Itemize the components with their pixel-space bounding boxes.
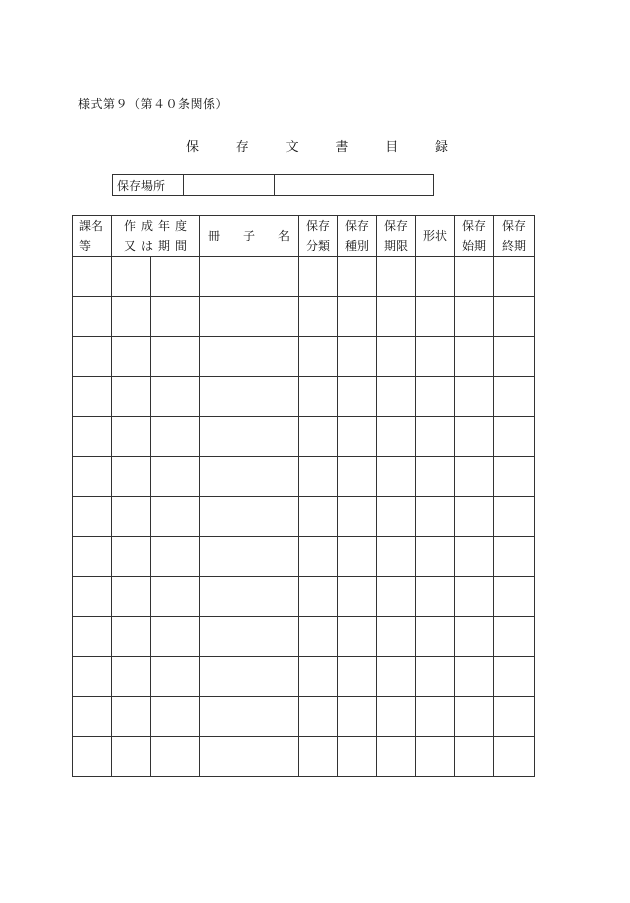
register-body <box>73 257 535 777</box>
cell-booklet-name[interactable] <box>200 257 299 297</box>
cell-form[interactable] <box>416 617 455 657</box>
cell-division[interactable] <box>73 537 112 577</box>
cell-retention-class[interactable] <box>299 297 338 337</box>
cell-retention-start[interactable] <box>455 297 494 337</box>
cell-retention-start[interactable] <box>455 457 494 497</box>
cell-retention-class[interactable] <box>299 497 338 537</box>
cell-period-b[interactable] <box>151 457 200 497</box>
cell-period-a[interactable] <box>112 497 151 537</box>
cell-period-b[interactable] <box>151 257 200 297</box>
cell-booklet-name[interactable] <box>200 377 299 417</box>
table-row <box>73 297 535 337</box>
table-row <box>73 537 535 577</box>
header-retention-end <box>494 216 535 257</box>
cell-booklet-name[interactable] <box>200 497 299 537</box>
cell-period-a[interactable] <box>112 537 151 577</box>
cell-booklet-name[interactable] <box>200 537 299 577</box>
cell-period-a[interactable] <box>112 577 151 617</box>
cell-period-a[interactable] <box>112 377 151 417</box>
header-period-char: 間 <box>174 239 187 253</box>
cell-retention-term[interactable] <box>377 377 416 417</box>
cell-retention-end[interactable] <box>494 377 535 417</box>
cell-retention-type[interactable] <box>338 657 377 697</box>
cell-period-b[interactable] <box>151 417 200 457</box>
header-retention-start <box>455 216 494 257</box>
cell-retention-start[interactable] <box>455 617 494 657</box>
header-retention-start-line1: 保存 <box>461 219 486 233</box>
table-row <box>73 617 535 657</box>
cell-retention-term[interactable] <box>377 337 416 377</box>
cell-form[interactable] <box>416 537 455 577</box>
cell-period-a[interactable] <box>112 297 151 337</box>
header-period-char: 期 <box>157 239 170 253</box>
header-booklet-char: 名 <box>277 229 290 243</box>
header-booklet-char: 冊 <box>208 229 221 243</box>
cell-retention-type[interactable] <box>338 377 377 417</box>
title-char: 録 <box>434 140 448 155</box>
table-row <box>73 697 535 737</box>
header-retention-term-line1: 保存 <box>383 219 408 233</box>
title-char: 文 <box>285 140 299 155</box>
cell-booklet-name[interactable] <box>200 657 299 697</box>
cell-form[interactable] <box>416 297 455 337</box>
cell-booklet-name[interactable] <box>200 297 299 337</box>
cell-division[interactable] <box>73 577 112 617</box>
cell-form[interactable] <box>416 257 455 297</box>
cell-form[interactable] <box>416 737 455 777</box>
cell-period-a[interactable] <box>112 457 151 497</box>
storage-location-table <box>112 174 434 196</box>
header-period-char: 度 <box>174 219 187 233</box>
cell-period-a[interactable] <box>112 657 151 697</box>
cell-retention-start[interactable] <box>455 537 494 577</box>
cell-retention-class[interactable] <box>299 537 338 577</box>
header-division-line1: 課名 <box>79 219 104 233</box>
table-row <box>73 417 535 457</box>
cell-retention-class[interactable] <box>299 337 338 377</box>
cell-booklet-name[interactable] <box>200 617 299 657</box>
cell-retention-end[interactable] <box>494 457 535 497</box>
cell-retention-term[interactable] <box>377 617 416 657</box>
header-period-char: は <box>140 239 153 253</box>
title-char: 保 <box>186 140 200 155</box>
cell-retention-class[interactable] <box>299 377 338 417</box>
cell-form[interactable] <box>416 657 455 697</box>
cell-retention-end[interactable] <box>494 297 535 337</box>
cell-booklet-name[interactable] <box>200 737 299 777</box>
header-retention-type-line1: 保存 <box>344 219 369 233</box>
cell-retention-type[interactable] <box>338 337 377 377</box>
cell-form[interactable] <box>416 337 455 377</box>
cell-period-b[interactable] <box>151 537 200 577</box>
title-char: 目 <box>385 140 399 155</box>
storage-location-label: 保存場所 <box>113 175 184 196</box>
cell-retention-term[interactable] <box>377 657 416 697</box>
header-period-char: 又 <box>124 239 137 253</box>
cell-retention-type[interactable] <box>338 737 377 777</box>
cell-retention-end[interactable] <box>494 657 535 697</box>
cell-booklet-name[interactable] <box>200 577 299 617</box>
table-row <box>73 657 535 697</box>
table-row <box>73 337 535 377</box>
header-division <box>73 216 112 257</box>
header-period <box>112 216 200 257</box>
cell-period-b[interactable] <box>151 657 200 697</box>
cell-retention-start[interactable] <box>455 257 494 297</box>
cell-division[interactable] <box>73 697 112 737</box>
cell-retention-class[interactable] <box>299 577 338 617</box>
cell-retention-end[interactable] <box>494 537 535 577</box>
cell-retention-end[interactable] <box>494 337 535 377</box>
cell-retention-class[interactable] <box>299 697 338 737</box>
header-form: 形状 <box>416 216 455 257</box>
form-number: 様式第９（第４０条関係） <box>78 97 229 111</box>
header-booklet-char: 子 <box>242 229 255 243</box>
cell-form[interactable] <box>416 497 455 537</box>
header-division-line2: 等 <box>79 239 92 253</box>
cell-booklet-name[interactable] <box>200 697 299 737</box>
cell-retention-class[interactable] <box>299 257 338 297</box>
header-row <box>73 216 535 257</box>
cell-retention-term[interactable] <box>377 697 416 737</box>
cell-retention-start[interactable] <box>455 577 494 617</box>
document-title <box>186 136 448 155</box>
cell-period-b[interactable] <box>151 617 200 657</box>
cell-division[interactable] <box>73 417 112 457</box>
cell-period-b[interactable] <box>151 497 200 537</box>
cell-booklet-name[interactable] <box>200 417 299 457</box>
cell-retention-start[interactable] <box>455 497 494 537</box>
cell-retention-type[interactable] <box>338 577 377 617</box>
header-retention-end-line1: 保存 <box>501 219 526 233</box>
cell-division[interactable] <box>73 257 112 297</box>
cell-division[interactable] <box>73 457 112 497</box>
cell-division[interactable] <box>73 657 112 697</box>
cell-retention-type[interactable] <box>338 497 377 537</box>
cell-retention-type[interactable] <box>338 297 377 337</box>
cell-retention-type[interactable] <box>338 417 377 457</box>
table-row <box>73 457 535 497</box>
header-period-char: 作 <box>124 219 137 233</box>
cell-period-b[interactable] <box>151 337 200 377</box>
cell-form[interactable] <box>416 377 455 417</box>
header-retention-term-line2: 期限 <box>383 239 408 253</box>
header-retention-term <box>377 216 416 257</box>
cell-division[interactable] <box>73 337 112 377</box>
cell-retention-start[interactable] <box>455 377 494 417</box>
cell-retention-start[interactable] <box>455 657 494 697</box>
cell-booklet-name[interactable] <box>200 337 299 377</box>
cell-period-b[interactable] <box>151 697 200 737</box>
cell-period-a[interactable] <box>112 697 151 737</box>
cell-period-a[interactable] <box>112 617 151 657</box>
document-register-table <box>72 215 535 777</box>
cell-period-a[interactable] <box>112 257 151 297</box>
cell-period-a[interactable] <box>112 337 151 377</box>
header-retention-class-line1: 保存 <box>305 219 330 233</box>
header-period-line1 <box>112 216 199 236</box>
cell-division[interactable] <box>73 617 112 657</box>
table-row <box>73 257 535 297</box>
cell-form[interactable] <box>416 577 455 617</box>
cell-division[interactable] <box>73 497 112 537</box>
table-row <box>73 577 535 617</box>
cell-retention-end[interactable] <box>494 497 535 537</box>
cell-retention-type[interactable] <box>338 537 377 577</box>
cell-retention-term[interactable] <box>377 457 416 497</box>
cell-retention-end[interactable] <box>494 617 535 657</box>
table-row <box>73 497 535 537</box>
cell-retention-end[interactable] <box>494 737 535 777</box>
cell-retention-type[interactable] <box>338 257 377 297</box>
header-retention-end-line2: 終期 <box>501 239 526 253</box>
header-retention-class-line2: 分類 <box>305 239 330 253</box>
cell-period-b[interactable] <box>151 577 200 617</box>
cell-form[interactable] <box>416 417 455 457</box>
cell-retention-end[interactable] <box>494 697 535 737</box>
cell-division[interactable] <box>73 737 112 777</box>
cell-retention-term[interactable] <box>377 257 416 297</box>
cell-division[interactable] <box>73 377 112 417</box>
cell-form[interactable] <box>416 697 455 737</box>
cell-period-a[interactable] <box>112 417 151 457</box>
cell-period-a[interactable] <box>112 737 151 777</box>
cell-retention-class[interactable] <box>299 417 338 457</box>
cell-retention-class[interactable] <box>299 457 338 497</box>
cell-retention-class[interactable] <box>299 617 338 657</box>
cell-period-b[interactable] <box>151 737 200 777</box>
cell-retention-term[interactable] <box>377 497 416 537</box>
storage-location-field-1[interactable] <box>184 175 275 196</box>
cell-retention-term[interactable] <box>377 577 416 617</box>
cell-retention-end[interactable] <box>494 417 535 457</box>
cell-retention-class[interactable] <box>299 657 338 697</box>
cell-retention-type[interactable] <box>338 457 377 497</box>
header-retention-class <box>299 216 338 257</box>
cell-retention-end[interactable] <box>494 577 535 617</box>
header-period-line2 <box>112 236 199 256</box>
cell-period-b[interactable] <box>151 297 200 337</box>
header-booklet-name <box>200 216 299 257</box>
cell-division[interactable] <box>73 297 112 337</box>
header-period-char: 年 <box>157 219 170 233</box>
cell-retention-start[interactable] <box>455 417 494 457</box>
cell-retention-term[interactable] <box>377 297 416 337</box>
cell-form[interactable] <box>416 457 455 497</box>
cell-retention-term[interactable] <box>377 537 416 577</box>
table-row <box>73 377 535 417</box>
cell-retention-end[interactable] <box>494 257 535 297</box>
header-retention-start-line2: 始期 <box>461 239 486 253</box>
cell-retention-start[interactable] <box>455 337 494 377</box>
cell-retention-term[interactable] <box>377 737 416 777</box>
cell-retention-class[interactable] <box>299 737 338 777</box>
header-period-char: 成 <box>140 219 153 233</box>
title-char: 書 <box>335 140 349 155</box>
cell-booklet-name[interactable] <box>200 457 299 497</box>
cell-retention-start[interactable] <box>455 737 494 777</box>
storage-location-field-2[interactable] <box>275 175 434 196</box>
header-retention-type <box>338 216 377 257</box>
cell-retention-type[interactable] <box>338 617 377 657</box>
cell-retention-type[interactable] <box>338 697 377 737</box>
cell-retention-start[interactable] <box>455 697 494 737</box>
title-char: 存 <box>235 140 249 155</box>
cell-period-b[interactable] <box>151 377 200 417</box>
table-row <box>73 737 535 777</box>
cell-retention-term[interactable] <box>377 417 416 457</box>
header-retention-type-line2: 種別 <box>344 239 369 253</box>
